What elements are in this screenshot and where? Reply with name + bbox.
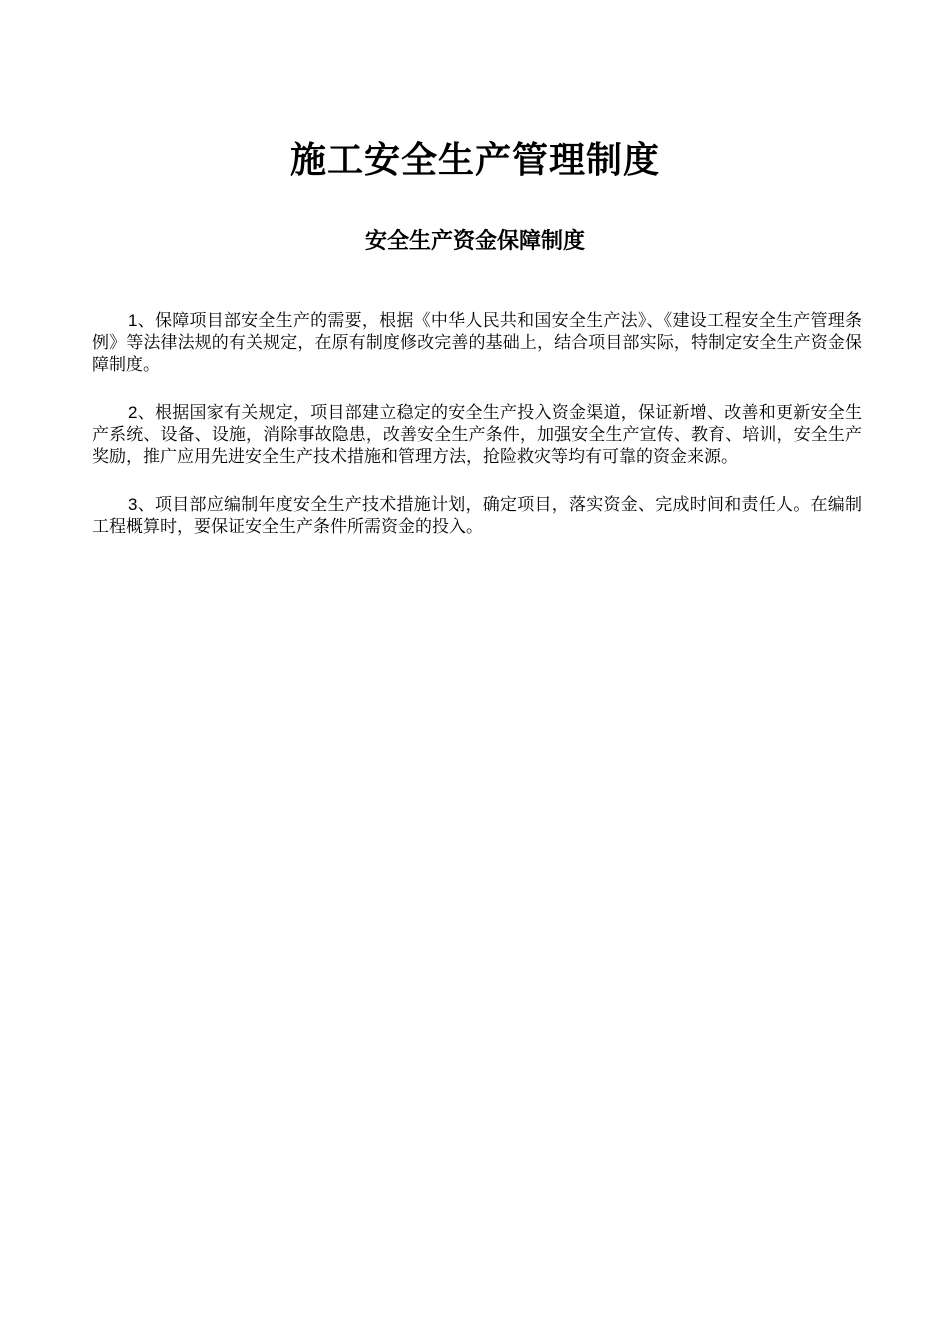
paragraph-text: 、保障项目部安全生产的需要，根据《中华人民共和国安全生产法》、《建设工程安全生产管理条例》等法律法规的有关规定，在原有制度修改完善的基础上，结合项目部实际，特制定安全生产资金保障制度。 xyxy=(92,311,862,375)
document-body xyxy=(92,310,862,564)
paragraph-number: 2 xyxy=(128,403,138,422)
section-title: 安全生产资金保障制度 xyxy=(364,229,585,254)
paragraph-text: 、项目部应编制年度安全生产技术措施计划，确定项目，落实资金、完成时间和责任人。在编制工程概算时，要保证安全生产条件所需资金的投入。 xyxy=(92,495,862,537)
paragraph-number: 3 xyxy=(128,495,138,514)
paragraph-text: 、根据国家有关规定，项目部建立稳定的安全生产投入资金渠道，保证新增、改善和更新安全生产系统、设备、设施，消除事故隐患，改善安全生产条件，加强安全生产宣传、教育、培训，安全生产奖励，推广应用先进安全生产技术措施和管理方法，抢险救灾等均有可靠的资金来源。 xyxy=(92,403,862,467)
document-title: 施工安全生产管理制度 xyxy=(289,140,660,181)
paragraph-1 xyxy=(92,310,862,376)
paragraph-2 xyxy=(92,402,862,468)
paragraph-3 xyxy=(92,494,862,538)
paragraph-number: 1 xyxy=(128,311,138,330)
